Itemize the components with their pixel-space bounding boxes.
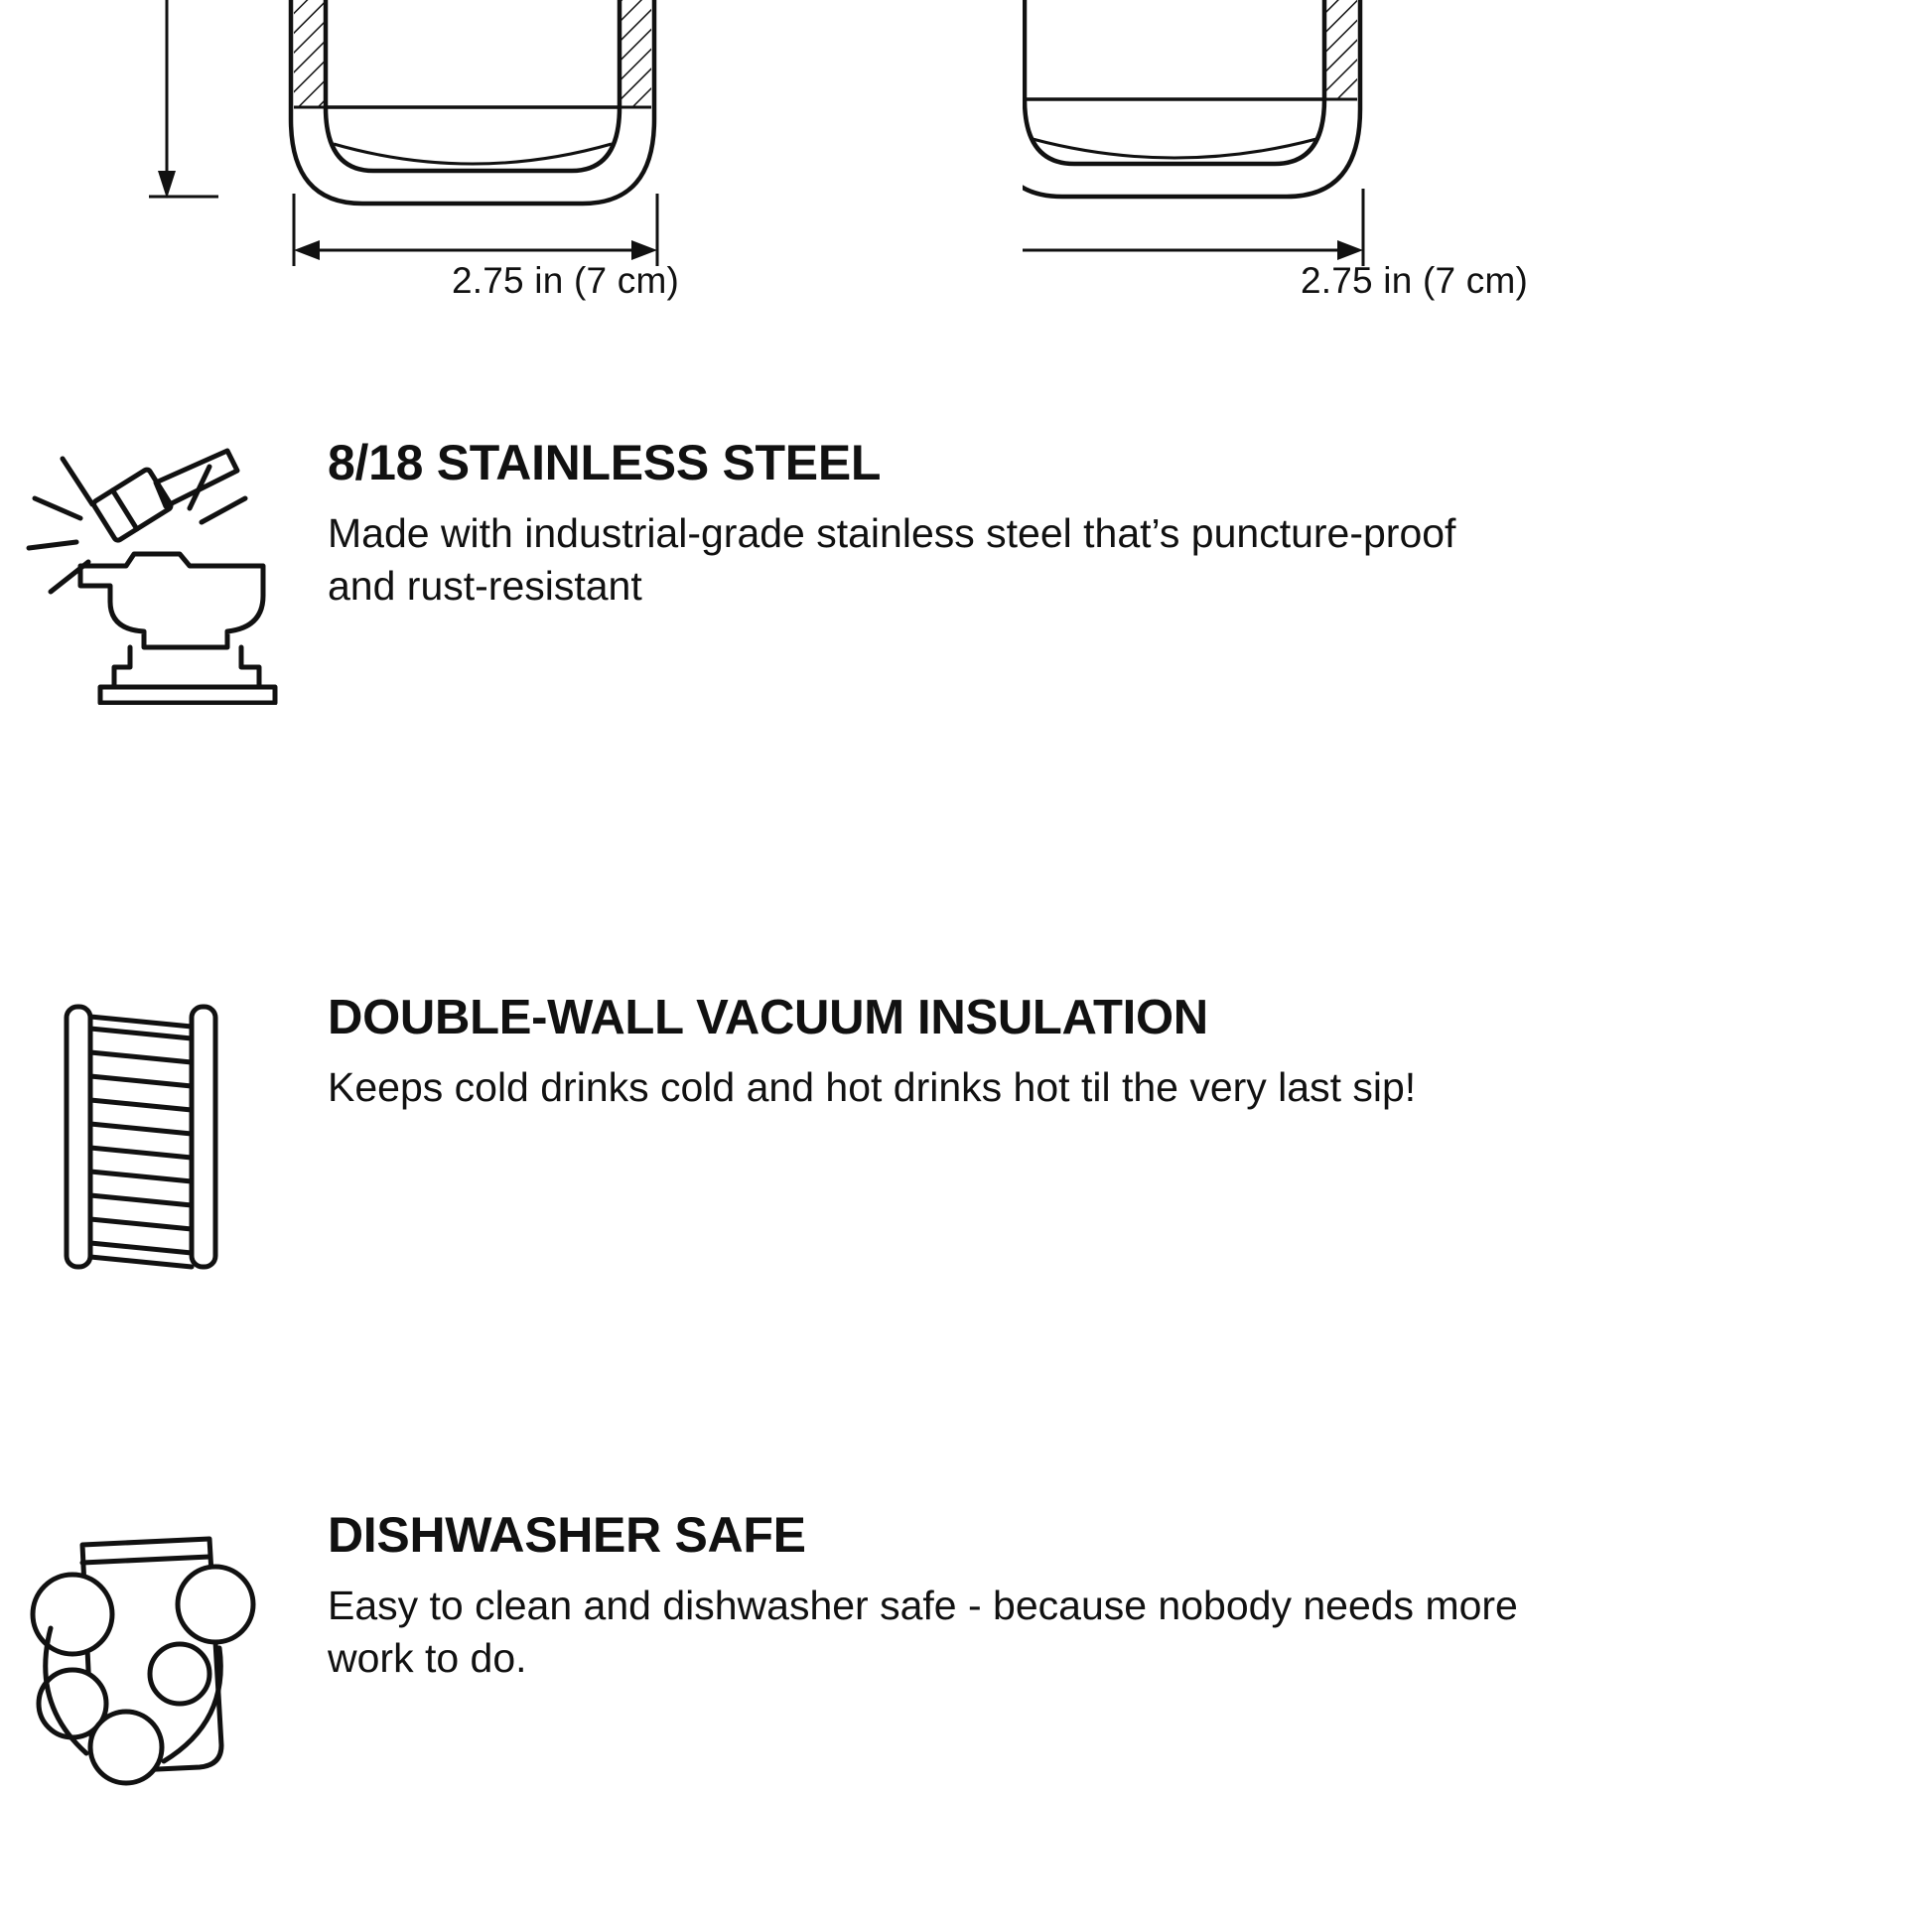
feature-title: DISHWASHER SAFE bbox=[328, 1507, 806, 1563]
dishwasher-bubbles-icon-wrapper bbox=[0, 1499, 328, 1797]
feature-title: DOUBLE-WALL VACUUM INSULATION bbox=[328, 991, 1208, 1044]
double-wall-insulation-icon bbox=[15, 993, 313, 1281]
double-wall-insulation-icon-wrapper bbox=[0, 983, 328, 1281]
feature-list bbox=[0, 427, 1932, 1916]
feature-item-stainless-steel bbox=[0, 427, 1932, 983]
right-cup-width-label: 2.75 in (7 cm) bbox=[1301, 260, 1528, 301]
feature-description: Made with industrial-grade stainless steel that’s puncture-proof and rust-resistant bbox=[328, 509, 1456, 609]
feature-description: Easy to clean and dishwasher safe - because nobody needs more work to do. bbox=[328, 1582, 1518, 1681]
feature-item-vacuum-insulation bbox=[0, 983, 1932, 1499]
feature-title: 8/18 STAINLESS STEEL bbox=[328, 435, 882, 490]
left-cup-width-label: 2.75 in (7 cm) bbox=[452, 260, 679, 301]
dishwasher-bubbles-icon bbox=[15, 1509, 313, 1797]
anvil-hammer-icon bbox=[15, 437, 313, 705]
feature-text-vacuum-insulation bbox=[328, 983, 1485, 1115]
feature-text-stainless-steel bbox=[328, 427, 1598, 613]
feature-description: Keeps cold drinks cold and hot drinks hot til the very last sip! bbox=[328, 1064, 1417, 1111]
feature-item-dishwasher-safe bbox=[0, 1499, 1932, 1916]
feature-text-dishwasher-safe bbox=[328, 1499, 1598, 1685]
anvil-hammer-icon-wrapper bbox=[0, 427, 328, 705]
height-dimension-arrow-icon bbox=[149, 0, 218, 199]
width-dimension-arrow-icon bbox=[1023, 189, 1363, 266]
dimension-diagram-row bbox=[0, 0, 1932, 338]
